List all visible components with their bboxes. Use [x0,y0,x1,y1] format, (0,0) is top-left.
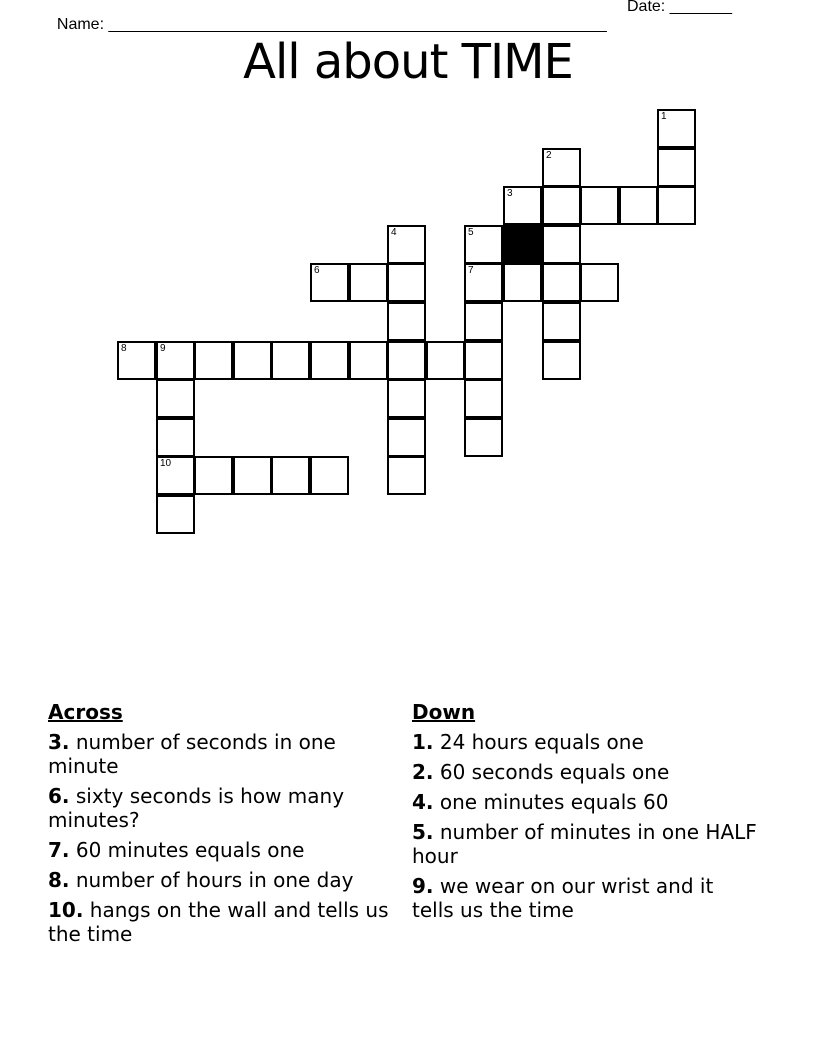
crossword-cell[interactable] [271,456,310,495]
crossword-cell[interactable] [387,263,426,302]
crossword-cell[interactable] [156,495,195,534]
crossword-cell[interactable] [387,302,426,341]
crossword-cell[interactable] [580,186,619,225]
crossword-cell[interactable] [426,341,465,380]
clue-number: 9. [412,874,434,898]
page-title: All about TIME [243,34,573,90]
crossword-cell[interactable] [349,263,388,302]
crossword-cell[interactable] [156,341,195,380]
crossword-cell[interactable] [464,379,503,418]
crossword-cell[interactable] [657,148,696,187]
crossword-cell[interactable] [464,302,503,341]
clue-text: 60 seconds equals one [433,760,670,784]
clue-down-9 [412,874,757,922]
crossword-cell[interactable] [503,263,542,302]
crossword-cell[interactable] [580,263,619,302]
clue-number: 10. [48,898,84,922]
across-heading: Across [48,700,123,724]
cell-number: 6 [314,265,320,276]
clue-number: 7. [48,838,70,862]
crossword-cell[interactable] [194,341,233,380]
crossword-cell[interactable] [464,225,503,264]
cell-number: 3 [507,188,513,199]
crossword-cell[interactable] [349,341,388,380]
crossword-cell[interactable] [387,456,426,495]
crossword-cell[interactable] [387,379,426,418]
clue-text: 24 hours equals one [433,730,644,754]
clue-down-2 [412,760,757,784]
clue-number: 8. [48,868,70,892]
crossword-cell[interactable] [156,379,195,418]
clue-across-3 [48,730,393,778]
clue-number: 5. [412,820,434,844]
crossword-cell[interactable] [619,186,658,225]
crossword-cell[interactable] [156,418,195,457]
down-clues [412,700,757,928]
cell-number: 5 [468,227,474,238]
crossword-cell[interactable] [271,341,310,380]
clue-number: 2. [412,760,434,784]
crossword-cell[interactable] [542,225,581,264]
crossword-cell[interactable] [194,456,233,495]
clue-down-5 [412,820,757,868]
crossword-cell[interactable] [542,302,581,341]
crossword-cell[interactable] [117,341,156,380]
clue-number: 1. [412,730,434,754]
cell-number: 10 [160,458,172,469]
clue-text: number of minutes in one HALF hour [412,820,757,868]
clue-text: number of hours in one day [69,868,354,892]
crossword-cell[interactable] [387,341,426,380]
clue-number: 6. [48,784,70,808]
clue-number: 4. [412,790,434,814]
name-field[interactable]: Name: ________________________________________________________ [56,16,607,33]
clue-down-4 [412,790,757,814]
crossword-cell[interactable] [542,341,581,380]
clue-across-8 [48,868,393,892]
clue-text: number of seconds in one minute [48,730,336,778]
clue-text: one minutes equals 60 [433,790,669,814]
clue-text: we wear on our wrist and it tells us the time [412,874,714,922]
crossword-cell[interactable] [503,186,542,225]
clue-across-7 [48,838,393,862]
crossword-cell[interactable] [542,186,581,225]
crossword-cell[interactable] [657,109,696,148]
crossword-cell[interactable] [387,225,426,264]
cell-number: 7 [468,265,474,276]
crossword-cell[interactable] [542,263,581,302]
crossword-cell[interactable] [464,263,503,302]
date-field[interactable]: Date: _______ [627,0,732,15]
crossword-cell[interactable] [156,456,195,495]
crossword-cell[interactable] [657,186,696,225]
cell-number: 1 [661,111,667,122]
clue-number: 3. [48,730,70,754]
crossword-cell[interactable] [464,418,503,457]
clue-text: 60 minutes equals one [69,838,305,862]
down-heading: Down [412,700,476,724]
crossword-cell[interactable] [233,341,272,380]
crossword-cell[interactable] [310,456,349,495]
clue-text: sixty seconds is how many minutes? [48,784,345,832]
across-clues [48,700,393,952]
crossword-block-cell [503,225,542,264]
crossword-cell[interactable] [310,263,349,302]
crossword-cell[interactable] [464,341,503,380]
cell-number: 2 [546,150,552,161]
crossword-cell[interactable] [233,456,272,495]
clue-text: hangs on the wall and tells us the time [48,898,389,946]
crossword-cell[interactable] [310,341,349,380]
clue-down-1 [412,730,757,754]
clue-across-10 [48,898,393,946]
cell-number: 4 [391,227,397,238]
cell-number: 8 [121,343,127,354]
cell-number: 9 [160,343,166,354]
crossword-cell[interactable] [387,418,426,457]
crossword-cell[interactable] [542,148,581,187]
clue-across-6 [48,784,393,832]
